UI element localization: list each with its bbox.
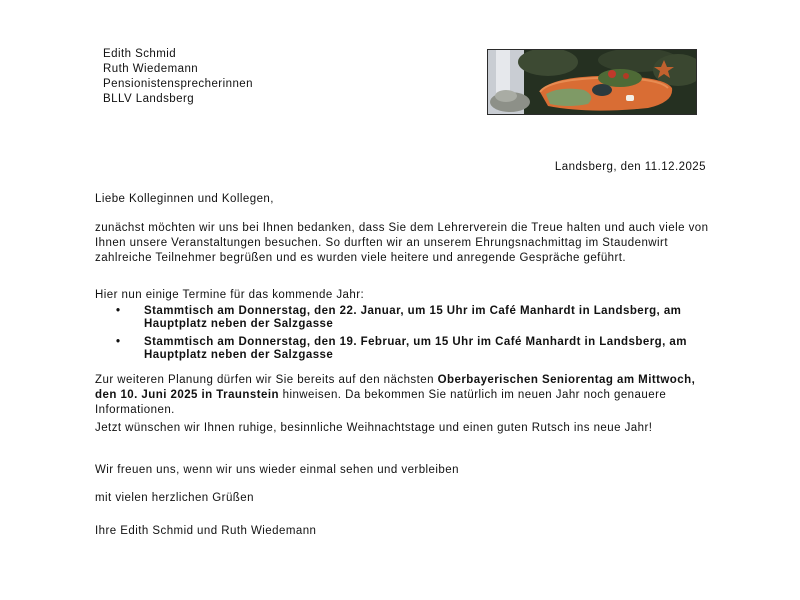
paragraph-wishes: Jetzt wünschen wir Ihnen ruhige, besinnliche Weihnachtstage und einen guten Rutsch ins neue Jahr! [95,422,653,434]
termin-text: Stammtisch am Donnerstag, den 19. Februar, um 15 Uhr im Café Manhardt in Landsberg, am Hauptplatz neben der Salzgasse [144,336,687,361]
sender-name-1: Edith Schmid [103,48,177,60]
termine-list [95,305,715,367]
header-photo [487,49,697,115]
greeting-line: mit vielen herzlichen Grüßen [95,492,254,504]
seniorentag-intro: Zur weiteren Planung dürfen wir Sie bereits auf den nächsten [95,374,438,386]
termin-text: Stammtisch am Donnerstag, den 22. Januar, um 15 Uhr im Café Manhardt in Landsberg, am Hauptplatz neben der Salzgasse [144,305,682,330]
list-item [95,305,715,331]
sender-role: Pensionistensprecherinnen [103,78,253,90]
paragraph-seniorentag [95,373,715,418]
seniorentag-outro: hinweisen. Da bekommen Sie natürlich im neuen Jahr noch genauere Informationen. [95,389,667,416]
bullet-icon: • [116,305,121,317]
seniorentag-highlight: Oberbayerischen Seniorentag am Mittwoch, den 10. Juni 2025 in Traunstein [95,374,696,401]
decorative-table-photo-icon [488,50,697,115]
salutation: Liebe Kolleginnen und Kollegen, [95,193,274,205]
paragraph-thanks: zunächst möchten wir uns bei Ihnen bedanken, dass Sie dem Lehrerverein die Treue halten und auch viele von Ihnen unsere Veranstaltungen besuchen. So durften wir an unserem Ehrungsnachmittag im Staudenwirt zahlreiche Teilnehmer begrüßen und es wurden viele heitere und anregende Gespräche geführt. [95,222,709,264]
signature: Ihre Edith Schmid und Ruth Wiedemann [95,525,317,537]
date-line: Landsberg, den 11.12.2025 [554,161,706,173]
termine-intro: Hier nun einige Termine für das kommende Jahr: [95,289,365,301]
sender-name-2: Ruth Wiedemann [103,63,199,75]
sender-block [103,47,363,107]
list-item [95,336,715,362]
sender-organization: BLLV Landsberg [103,93,195,105]
bullet-icon: • [116,336,121,348]
paragraph-closing: Wir freuen uns, wenn wir uns wieder einmal sehen und verbleiben [95,464,459,476]
